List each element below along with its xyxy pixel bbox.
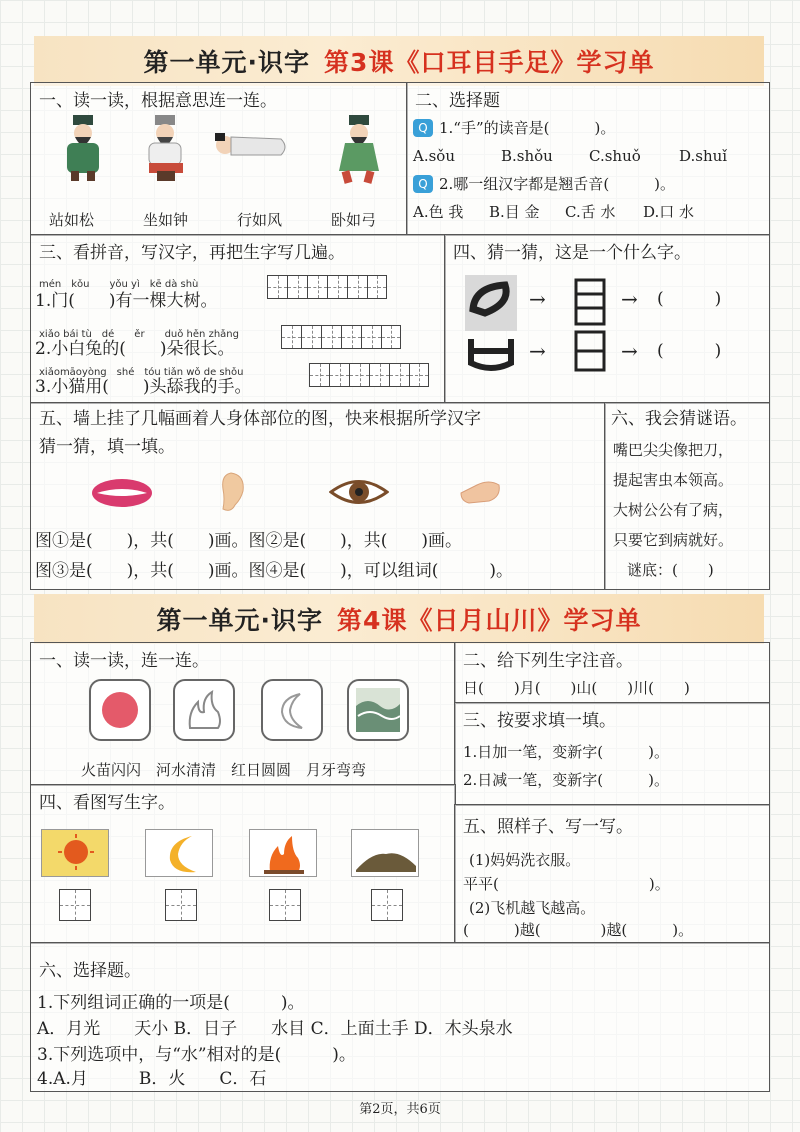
arrow: → (529, 287, 546, 311)
riddle-answer[interactable]: 谜底：( ) (627, 561, 714, 579)
lesson3-section2 (406, 82, 770, 236)
fill-line-2: 2.日减一笔，变新字( )。 (463, 771, 670, 789)
option-c: C.shuǒ (589, 147, 641, 165)
writing-grid[interactable] (309, 363, 429, 387)
ancient-eye-glyph-icon (465, 275, 517, 331)
question-icon: Q (413, 119, 433, 137)
eye-icon (329, 475, 389, 509)
lesson4-section4 (30, 784, 456, 944)
lesson3-section3 (30, 234, 446, 404)
option-d: D.shuǐ (679, 147, 728, 165)
question-3: 3.下列选项中，与“水”相对的是( )。 (37, 1045, 356, 1065)
fill-line-1: 1.日加一笔，变新字( )。 (463, 743, 670, 761)
pinyin-line-1: mén kǒu yǒu yì kē dà shù (39, 279, 199, 290)
river-picture (347, 679, 409, 741)
question-1: 1.下列组词正确的一项是( )。 (37, 993, 305, 1013)
label-walk: 行如风 (237, 211, 283, 229)
section-heading: 一、读一读，根据意思连一连。 (39, 91, 277, 111)
riddle-line: 大树公公有了病， (613, 501, 734, 519)
section-heading: 六、我会猜谜语。 (611, 409, 747, 429)
ancient-sun-glyph-icon (465, 333, 517, 373)
phrases-row: 火苗闪闪 河水清清 红日圆圆 月牙弯弯 (81, 761, 367, 779)
writing-box[interactable] (371, 889, 403, 921)
question-2: 2.哪一组汉字都是翘舌音( )。 (439, 175, 676, 193)
riddle-line: 嘴巴尖尖像把刀， (613, 441, 734, 459)
hand-icon (459, 477, 503, 507)
section-heading-cont: 猜一猜，填一填。 (39, 437, 175, 457)
lying-figure-icon (211, 125, 291, 165)
example-1: (1)妈妈洗衣服。 (469, 851, 581, 869)
example-2: (2)飞机越飞越高。 (469, 899, 596, 917)
lesson4-section2 (454, 642, 770, 704)
pinyin-line-3: xiǎomāoyòng shé tóu tiǎn wǒ de shǒu (39, 367, 244, 378)
fill-line-2: 图③是( )，共( )画。图④是( )，可以组词( )。 (35, 561, 514, 581)
fire-icon (182, 688, 226, 732)
lesson4-title-banner (34, 594, 764, 644)
mountain-photo-icon (351, 829, 419, 877)
writing-box[interactable] (165, 889, 197, 921)
sentence-2: 2.小白兔的( )朵很长。 (35, 339, 235, 359)
sentence-1: 1.门( )有一棵大树。 (35, 291, 218, 311)
moon-picture (261, 679, 323, 741)
fill-line-1: 图①是( )，共( )画。图②是( )，共( )画。 (35, 531, 463, 551)
section-heading: 五、墙上挂了几幅画着人身体部位的图，快来根据所学汉字 (39, 409, 481, 429)
answer-2: ( )越( )越( )。 (463, 921, 694, 939)
page-footer: 第2页，共6页 (359, 1102, 441, 1117)
writing-box[interactable] (269, 889, 301, 921)
arrow: → (621, 339, 638, 363)
moon-icon (270, 688, 314, 732)
option-a: A.色 我 (413, 203, 464, 221)
mouth-icon (87, 475, 157, 511)
riddle-line: 只要它到病就好。 (613, 531, 734, 549)
river-icon (354, 686, 402, 734)
sun-picture (89, 679, 151, 741)
lesson3-title: 第3课《口耳目手足》学习单 (324, 48, 655, 77)
lesson3-section6 (604, 402, 770, 590)
lesson4-unit-label: 第一单元·识字 (156, 606, 324, 635)
sitting-figure-icon (135, 113, 195, 183)
section-heading: 四、看图写生字。 (39, 793, 175, 813)
arrow: → (529, 339, 546, 363)
lesson3-section5 (30, 402, 606, 590)
answer-1: 平平( )。 (463, 875, 670, 893)
lesson4-section6 (30, 942, 770, 1092)
question-1-options: A．月光 天小 B．日子 水目 C．上面土手 D．木头泉水 (37, 1019, 513, 1039)
section-heading: 二、给下列生字注音。 (463, 651, 633, 671)
fire-picture (173, 679, 235, 741)
lesson3-section4 (444, 234, 770, 404)
section-heading: 一、读一读，连一连。 (39, 651, 209, 671)
modern-sun-glyph-icon (573, 329, 607, 373)
writing-box[interactable] (59, 889, 91, 921)
pinyin-line-2: xiǎo bái tù dé ěr duǒ hěn zhǎng (39, 329, 239, 340)
modern-eye-glyph-icon (573, 277, 607, 327)
lesson4-section5 (454, 804, 770, 944)
writing-grid[interactable] (281, 325, 401, 349)
option-d: D.口 水 (643, 203, 695, 221)
lesson4-section3 (454, 702, 770, 806)
lesson3-section1 (30, 82, 408, 236)
pinyin-fill-line: 日( )月( )山( )川( ) (463, 679, 690, 697)
section-heading: 二、选择题 (415, 91, 500, 111)
moon-photo-icon (145, 829, 213, 877)
section-heading: 五、照样子、写一写。 (463, 817, 633, 837)
arrow: → (621, 287, 638, 311)
option-c: C.舌 水 (565, 203, 616, 221)
question-icon: Q (413, 175, 433, 193)
writing-grid[interactable] (267, 275, 387, 299)
label-stand: 站如松 (49, 211, 95, 229)
question-1: 1.“手”的读音是( )。 (439, 119, 616, 137)
label-sit: 坐如钟 (143, 211, 189, 229)
option-a: A.sǒu (413, 147, 455, 165)
section-heading: 四、猜一猜，这是一个什么字。 (453, 243, 691, 263)
riddle-line: 提起害虫本领高。 (613, 471, 734, 489)
walking-figure-icon (329, 113, 389, 185)
answer-blank[interactable]: ( ) (657, 289, 722, 309)
section-heading: 三、看拼音，写汉字，再把生字写几遍。 (39, 243, 345, 263)
answer-blank[interactable]: ( ) (657, 341, 722, 361)
label-lie: 卧如弓 (331, 211, 377, 229)
fire-photo-icon (249, 829, 317, 877)
option-b: B.shǒu (501, 147, 553, 165)
option-b: B.目 金 (489, 203, 540, 221)
sentence-3: 3.小猫用( )头舔我的手。 (35, 377, 252, 397)
lesson4-title: 第4课《日月山川》学习单 (337, 606, 642, 635)
section-heading: 六、选择题。 (39, 961, 141, 981)
lesson3-title-banner (34, 36, 764, 86)
sun-photo-icon (41, 829, 109, 877)
question-4: 4.A.月 B．火 C．石 (37, 1069, 267, 1089)
lesson4-section1 (30, 642, 456, 786)
standing-figure-icon (53, 113, 113, 183)
lesson3-unit-label: 第一单元·识字 (143, 48, 311, 77)
sun-icon (98, 688, 142, 732)
ear-icon (211, 469, 247, 515)
section-heading: 三、按要求填一填。 (463, 711, 616, 731)
